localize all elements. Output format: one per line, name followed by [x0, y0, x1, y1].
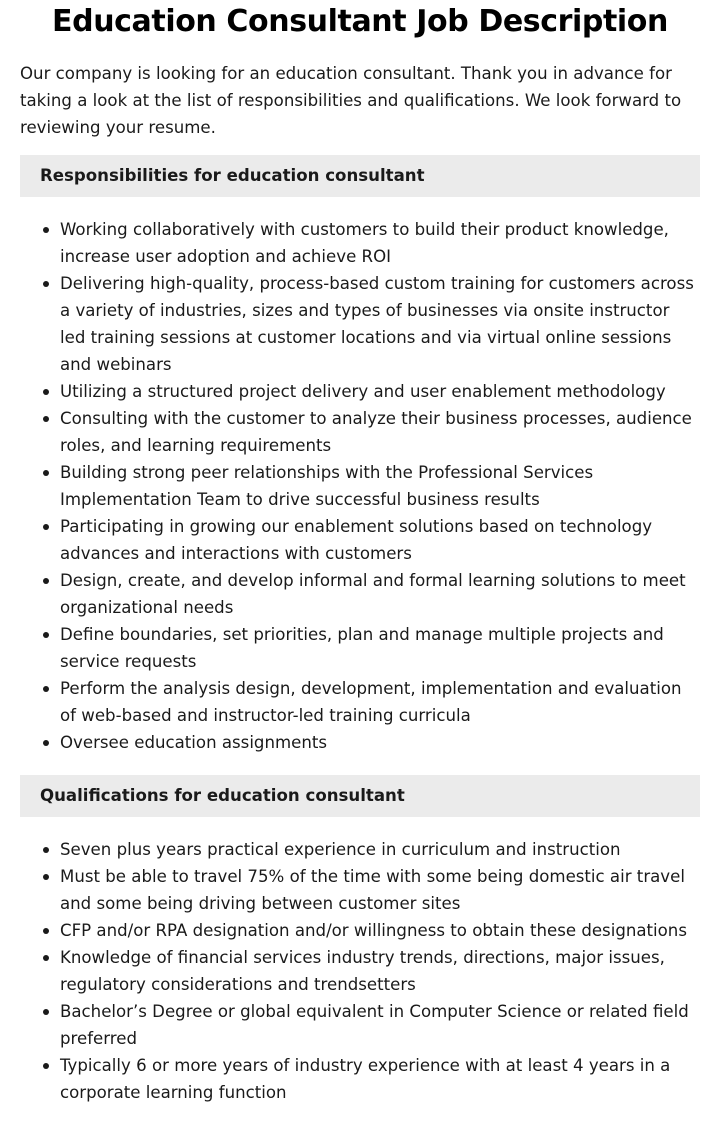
list-item: Must be able to travel 75% of the time with some being domestic air travel and some being driving between customer sites	[60, 863, 700, 917]
page-title: Education Consultant Job Description	[52, 4, 668, 39]
list-item: Building strong peer relationships with the Professional Services Implementation Team to drive successful business results	[60, 459, 700, 513]
list-item: Design, create, and develop informal and formal learning solutions to meet organizational needs	[60, 567, 700, 621]
list-item: Utilizing a structured project delivery and user enablement methodology	[60, 378, 700, 405]
qualifications-heading: Qualifications for education consultant	[20, 775, 700, 817]
list-item: Consulting with the customer to analyze their business processes, audience roles, and learning requirements	[60, 405, 700, 459]
list-item: Delivering high-quality, process-based custom training for customers across a variety of industries, sizes and types of businesses via onsite instructor led training sessions at customer locations and via virtual online sessions and webinars	[60, 270, 700, 378]
list-item: Perform the analysis design, development, implementation and evaluation of web-based and instructor-led training curricula	[60, 675, 700, 729]
list-item: Oversee education assignments	[60, 729, 700, 756]
list-item: Participating in growing our enablement solutions based on technology advances and interactions with customers	[60, 513, 700, 567]
list-item: Working collaboratively with customers to build their product knowledge, increase user adoption and achieve ROI	[60, 216, 700, 270]
qualifications-list	[20, 836, 700, 1106]
intro-paragraph: Our company is looking for an education consultant. Thank you in advance for taking a look at the list of responsibilities and qualifications. We look forward to reviewing your resume.	[20, 64, 682, 137]
list-item: CFP and/or RPA designation and/or willingness to obtain these designations	[60, 917, 700, 944]
list-item: Bachelor’s Degree or global equivalent in Computer Science or related field preferred	[60, 998, 700, 1052]
list-item: Knowledge of financial services industry trends, directions, major issues, regulatory considerations and trendsetters	[60, 944, 700, 998]
responsibilities-list	[20, 216, 700, 756]
responsibilities-heading: Responsibilities for education consultant	[20, 155, 700, 197]
list-item: Typically 6 or more years of industry experience with at least 4 years in a corporate learning function	[60, 1052, 700, 1106]
list-item: Seven plus years practical experience in curriculum and instruction	[60, 836, 700, 863]
list-item: Define boundaries, set priorities, plan and manage multiple projects and service requests	[60, 621, 700, 675]
